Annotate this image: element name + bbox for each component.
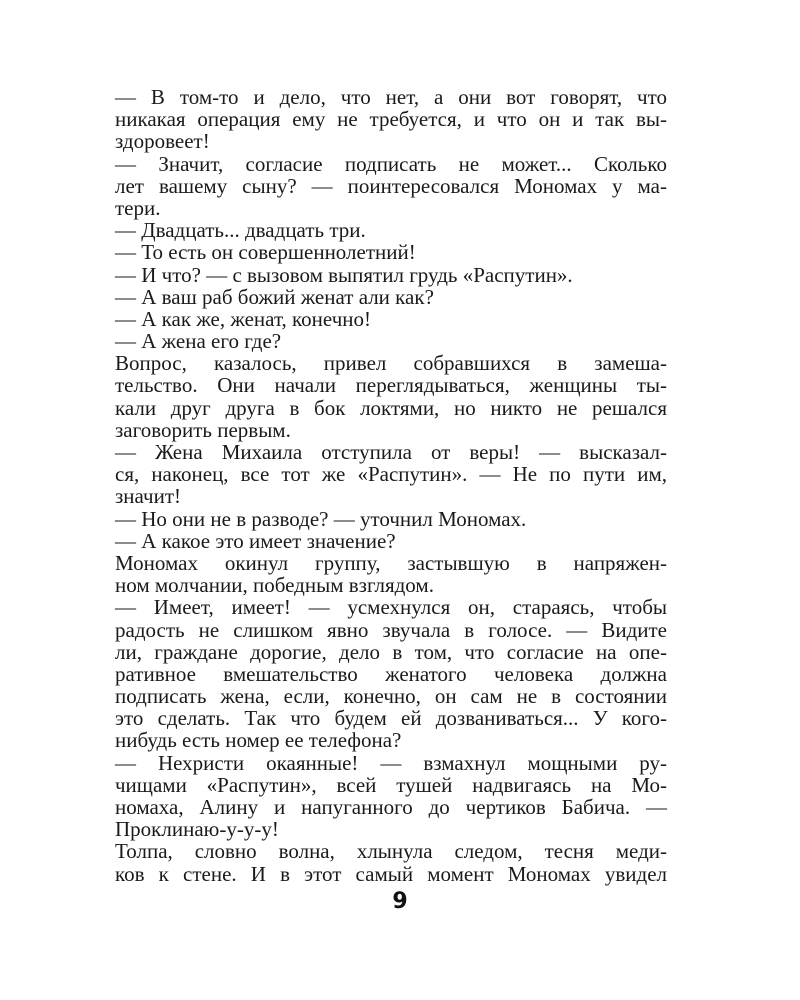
text-line: — А жена его где?	[115, 329, 282, 354]
text-line: никакая операция ему не требуется, и что он и так вы-	[115, 107, 667, 132]
text-line: ков к стене. И в этот самый момент Мономах увидел	[115, 861, 667, 886]
text-line: тельство. Они начали переглядываться, женщины ты-	[115, 373, 667, 398]
text-line: Проклинаю-у-у-у!	[115, 817, 279, 842]
text-line: Мономах окинул группу, застывшую в напряжен-	[115, 550, 667, 575]
text-line: — Но они не в разводе? — уточнил Мономах.	[115, 506, 527, 531]
text-line: — И что? — с вызовом выпятил грудь «Распутин».	[115, 262, 573, 287]
text-line: нибудь есть номер ее телефона?	[115, 728, 402, 753]
text-line: чищами «Распутин», всей тушей надвигаясь на Мо-	[115, 772, 667, 797]
text-line: ли, граждане дорогие, дело в том, что согласие на опе-	[115, 639, 667, 664]
text-line: радость не слишком явно звучала в голосе. — Видите	[115, 617, 667, 642]
text-line: — Значит, согласие подписать не может... Сколько	[115, 151, 667, 176]
text-line: Вопрос, казалось, привел собравшихся в замеша-	[115, 351, 667, 376]
text-line: значит!	[115, 484, 181, 509]
text-line: — Двадцать... двадцать три.	[115, 218, 366, 243]
page-number: 9	[392, 889, 408, 914]
text-line: — То есть он совершеннолетний!	[115, 240, 416, 265]
text-line: ся, наконец, все тот же «Распутин». — Не по пути им,	[115, 462, 667, 487]
text-line: тери.	[115, 195, 161, 220]
text-line: здоровеет!	[115, 129, 210, 154]
text-line: кали друг друга в бок локтями, но никто не решался	[115, 395, 667, 420]
text-line: это сделать. Так что будем ей дозваниваться... У кого-	[115, 706, 667, 731]
text-line: — Имеет, имеет! — усмехнулся он, стараясь, чтобы	[115, 595, 667, 620]
text-line: подписать жена, если, конечно, он сам не в состоянии	[115, 684, 667, 709]
text-line: — Нехристи окаянные! — взмахнул мощными ру-	[115, 750, 667, 775]
text-line: — А какое это имеет значение?	[115, 528, 396, 553]
book-page-text	[115, 86, 667, 885]
text-line: лет вашему сыну? — поинтересовался Мономах у ма-	[115, 173, 667, 198]
text-line: — А ваш раб божий женат али как?	[115, 284, 434, 309]
text-line: — А как же, женат, конечно!	[115, 306, 372, 331]
text-line: Толпа, словно волна, хлынула следом, тесня меди-	[115, 839, 667, 864]
text-line: номаха, Алину и напуганного до чертиков Бабича. —	[115, 795, 667, 819]
text-line: ративное вмешательство женатого человека должна	[115, 661, 667, 686]
text-line: заговорить первым.	[115, 417, 291, 442]
text-line: — Жена Михаила отступила от веры! — высказал-	[115, 440, 667, 464]
text-line: ном молчании, победным взглядом.	[115, 573, 434, 598]
text-line: — В том-то и дело, что нет, а они вот говорят, что	[115, 85, 667, 109]
